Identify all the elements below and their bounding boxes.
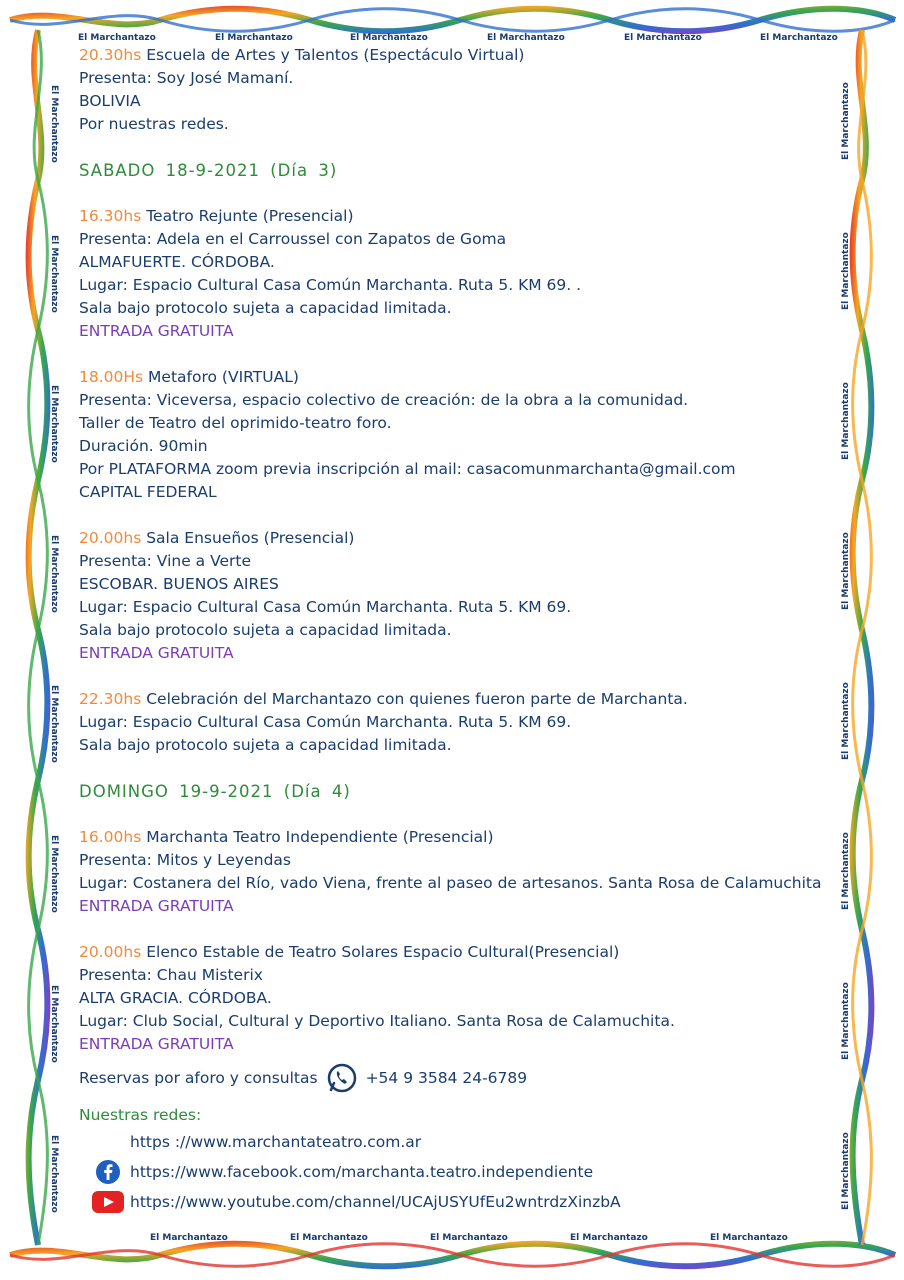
event-title: Sala Ensueños (Presencial) [146, 529, 355, 547]
facebook-link[interactable]: https://www.facebook.com/marchanta.teatro.independiente [130, 1162, 594, 1181]
event-time: 20.00hs [79, 943, 142, 961]
svg-text:El Marchantazo: El Marchantazo [49, 535, 59, 613]
svg-text:El Marchantazo: El Marchantazo [841, 232, 851, 310]
svg-text:El Marchantazo: El Marchantazo [487, 33, 565, 43]
youtube-link[interactable]: https://www.youtube.com/channel/UCAjUSYUfEu2wntrdzXinzbA [130, 1192, 621, 1211]
svg-text:El Marchantazo: El Marchantazo [49, 385, 59, 463]
reservation-row [79, 1060, 839, 1096]
event-line: BOLIVIA [79, 92, 141, 110]
free-entry-label: ENTRADA GRATUITA [79, 897, 234, 915]
event-line: Sala bajo protocolo sujeta a capacidad limitada. [79, 736, 452, 754]
svg-text:El Marchantazo: El Marchantazo [78, 33, 156, 43]
event-line: CAPITAL FEDERAL [79, 483, 217, 501]
website-link[interactable]: https ://www.marchantateatro.com.ar [130, 1132, 422, 1151]
facebook-link-row [79, 1157, 839, 1187]
program-content [79, 44, 839, 1217]
event-title-line [79, 527, 839, 550]
youtube-icon [91, 1190, 125, 1214]
svg-text:El Marchantazo: El Marchantazo [49, 85, 59, 163]
svg-text:El Marchantazo: El Marchantazo [570, 1233, 648, 1243]
day-heading: DOMINGO 19-9-2021 (Día 4) [79, 782, 351, 801]
event-title: Teatro Rejunte (Presencial) [146, 207, 354, 225]
svg-text:El Marchantazo: El Marchantazo [350, 33, 428, 43]
event-line: Lugar: Espacio Cultural Casa Común Marchanta. Ruta 5. KM 69. [79, 713, 572, 731]
event-line: Por nuestras redes. [79, 115, 229, 133]
event-title: Escuela de Artes y Talentos (Espectáculo Virtual) [146, 46, 525, 64]
svg-text:El Marchantazo: El Marchantazo [290, 1233, 368, 1243]
event-line: Lugar: Club Social, Cultural y Deportivo Italiano. Santa Rosa de Calamuchita. [79, 1012, 675, 1030]
event-line: Duración. 90min [79, 437, 208, 455]
website-link-row [79, 1127, 839, 1157]
svg-text:El Marchantazo: El Marchantazo [49, 835, 59, 913]
event-line: Sala bajo protocolo sujeta a capacidad limitada. [79, 299, 452, 317]
svg-text:El Marchantazo: El Marchantazo [841, 82, 851, 160]
event-title-line [79, 826, 839, 849]
svg-text:El Marchantazo: El Marchantazo [49, 985, 59, 1063]
event-title: Metaforo (VIRTUAL) [148, 368, 299, 386]
event-line: ALMAFUERTE. CÓRDOBA. [79, 253, 275, 271]
svg-text:El Marchantazo: El Marchantazo [841, 682, 851, 760]
event-time: 16.30hs [79, 207, 142, 225]
svg-text:El Marchantazo: El Marchantazo [841, 382, 851, 460]
svg-text:El Marchantazo: El Marchantazo [49, 1135, 59, 1213]
svg-text:El Marchantazo: El Marchantazo [215, 33, 293, 43]
free-entry-label: ENTRADA GRATUITA [79, 1035, 234, 1053]
event-time: 18.00Hs [79, 368, 144, 386]
event-title-line [79, 941, 839, 964]
youtube-link-row [79, 1187, 839, 1217]
event-title: Celebración del Marchantazo con quienes fueron parte de Marchanta. [146, 690, 688, 708]
event-line: Presenta: Mitos y Leyendas [79, 851, 291, 869]
day-heading: SABADO 18-9-2021 (Día 3) [79, 161, 338, 180]
facebook-icon [91, 1160, 125, 1184]
event-line: Lugar: Espacio Cultural Casa Común Marchanta. Ruta 5. KM 69. [79, 598, 572, 616]
event-time: 20.30hs [79, 46, 142, 64]
event-title-line [79, 44, 839, 67]
event-line: Lugar: Espacio Cultural Casa Común Marchanta. Ruta 5. KM 69. . [79, 276, 582, 294]
event-title-line [79, 366, 839, 389]
event-title-line [79, 205, 839, 228]
event-line: ESCOBAR. BUENOS AIRES [79, 575, 279, 593]
event-time: 22.30hs [79, 690, 142, 708]
free-entry-label: ENTRADA GRATUITA [79, 644, 234, 662]
event-line: Lugar: Costanera del Río, vado Viena, frente al paseo de artesanos. Santa Rosa de Calamuchita [79, 874, 822, 892]
whatsapp-icon[interactable] [326, 1062, 358, 1094]
social-heading: Nuestras redes: [79, 1106, 202, 1124]
event-line: Sala bajo protocolo sujeta a capacidad limitada. [79, 621, 452, 639]
svg-text:El Marchantazo: El Marchantazo [150, 1233, 228, 1243]
svg-text:El Marchantazo: El Marchantazo [49, 235, 59, 313]
free-entry-label: ENTRADA GRATUITA [79, 322, 234, 340]
svg-text:El Marchantazo: El Marchantazo [430, 1233, 508, 1243]
svg-text:El Marchantazo: El Marchantazo [841, 532, 851, 610]
event-line: Presenta: Viceversa, espacio colectivo de creación: de la obra a la comunidad. [79, 391, 689, 409]
event-line: Taller de Teatro del oprimido-teatro foro. [79, 414, 392, 432]
svg-text:El Marchantazo: El Marchantazo [49, 685, 59, 763]
event-title: Elenco Estable de Teatro Solares Espacio Cultural(Presencial) [146, 943, 620, 961]
event-time: 16.00hs [79, 828, 142, 846]
svg-text:El Marchantazo: El Marchantazo [841, 1132, 851, 1210]
phone-number[interactable]: +54 9 3584 24-6789 [365, 1068, 528, 1087]
event-line: Presenta: Soy José Mamaní. [79, 69, 294, 87]
reservation-label: Reservas por aforo y consultas [79, 1068, 318, 1087]
event-line: Presenta: Vine a Verte [79, 552, 252, 570]
event-line: Presenta: Adela en el Carroussel con Zapatos de Goma [79, 230, 507, 248]
svg-text:El Marchantazo: El Marchantazo [624, 33, 702, 43]
svg-text:El Marchantazo: El Marchantazo [710, 1233, 788, 1243]
event-title-line [79, 688, 839, 711]
event-line: Presenta: Chau Misterix [79, 966, 263, 984]
svg-text:El Marchantazo: El Marchantazo [841, 832, 851, 910]
svg-text:El Marchantazo: El Marchantazo [760, 33, 838, 43]
svg-text:El Marchantazo: El Marchantazo [841, 982, 851, 1060]
event-time: 20.00hs [79, 529, 142, 547]
event-title: Marchanta Teatro Independiente (Presencial) [146, 828, 494, 846]
event-line: ALTA GRACIA. CÓRDOBA. [79, 989, 272, 1007]
event-line: Por PLATAFORMA zoom previa inscripción al mail: casacomunmarchanta@gmail.com [79, 460, 736, 478]
